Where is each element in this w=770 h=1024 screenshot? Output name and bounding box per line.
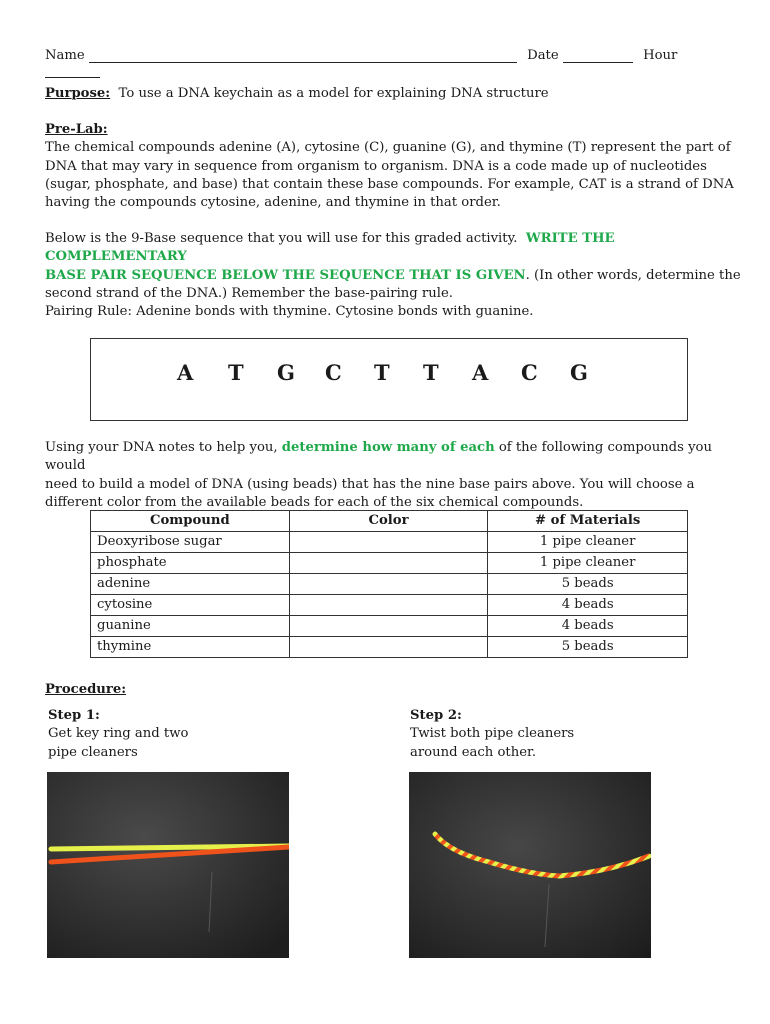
col-header-materials: # of Materials (488, 511, 688, 532)
purpose-text: To use a DNA keychain as a model for explaining DNA structure (118, 86, 549, 101)
materials-intro (45, 439, 745, 512)
sequence-box[interactable] (90, 338, 688, 421)
table-row (91, 553, 688, 574)
prelab-line: The chemical compounds adenine (A), cytosine (C), guanine (G), and thymine (T) represent the part of (45, 140, 731, 156)
name-field[interactable] (89, 48, 517, 63)
color-cell[interactable] (289, 553, 488, 574)
compound-cell: guanine (91, 616, 290, 637)
table-row (91, 595, 688, 616)
compound-cell: thymine (91, 637, 290, 658)
materials-cell: 4 beads (488, 616, 688, 637)
step-title: Step 2: (410, 708, 462, 723)
prelab-label: Pre-Lab: (45, 122, 108, 137)
instructions-plain: second strand of the DNA.) Remember the base-pairing rule. (45, 285, 453, 301)
materials-cell: 5 beads (488, 637, 688, 658)
materials-cell: 1 pipe cleaner (488, 532, 688, 553)
table-row (91, 637, 688, 658)
materials-intro-text: Using your DNA notes to help you, (45, 440, 278, 455)
instructions-highlight: BASE PAIR SEQUENCE BELOW THE SEQUENCE THAT IS GIVEN (45, 267, 526, 283)
table-row (91, 532, 688, 553)
materials-table (90, 510, 688, 658)
step-text: Get key ring and two (48, 726, 189, 742)
instructions (45, 230, 745, 303)
sequence-base: C (521, 360, 538, 385)
procedure-label: Procedure: (45, 682, 127, 697)
instructions-highlight: WRITE THE COMPLEMENTARY (45, 231, 615, 265)
col-header-compound: Compound (91, 511, 290, 532)
date-field[interactable] (563, 48, 633, 63)
step-text: around each other. (410, 744, 537, 760)
materials-intro-text: of the following compounds you would (45, 440, 712, 474)
table-row (91, 574, 688, 595)
sequence-base: G (570, 360, 588, 385)
materials-cell: 4 beads (488, 595, 688, 616)
color-cell[interactable] (289, 532, 488, 553)
sequence-base: T (423, 360, 439, 385)
compound-cell: adenine (91, 574, 290, 595)
prelab-line: having the compounds cytosine, adenine, and thymine in that order. (45, 195, 501, 211)
materials-intro-highlight: determine how many of each (281, 440, 495, 455)
pairing-rule: Pairing Rule: Adenine bonds with thymine. Cytosine bonds with guanine. (45, 304, 534, 319)
step-1-photo (47, 772, 289, 958)
hour-field[interactable] (45, 63, 100, 78)
color-cell[interactable] (289, 616, 488, 637)
compound-cell: Deoxyribose sugar (91, 532, 290, 553)
compound-cell: cytosine (91, 595, 290, 616)
color-cell[interactable] (289, 595, 488, 616)
step-title: Step 1: (48, 708, 100, 723)
materials-intro-text: need to build a model of DNA (using beads) that has the nine base pairs above. You will choose a (45, 476, 695, 492)
step-text: pipe cleaners (48, 744, 138, 760)
header-row (45, 48, 725, 78)
purpose-label: Purpose: (45, 86, 111, 101)
instructions-plain: Below is the 9-Base sequence that you will use for this graded activity. (45, 231, 518, 246)
prelab-line: (sugar, phosphate, and base) that contain these base compounds. For example, CAT is a strand of DNA (45, 176, 734, 192)
name-label: Name (45, 48, 85, 63)
color-cell[interactable] (289, 637, 488, 658)
step-2 (410, 707, 574, 762)
sequence-base: C (325, 360, 342, 385)
purpose (45, 85, 549, 103)
table-row (91, 616, 688, 637)
col-header-color: Color (289, 511, 488, 532)
prelab-line: DNA that may vary in sequence from organism to organism. DNA is a code made up of nucleotides (45, 158, 707, 174)
pipe-cleaners-twisted-image (409, 772, 651, 958)
prelab-section (45, 121, 735, 212)
sequence-base: A (177, 360, 194, 385)
hour-label: Hour (643, 48, 678, 63)
table-header-row (91, 511, 688, 532)
instructions-plain: . (In other words, determine the (525, 267, 741, 283)
step-1 (48, 707, 188, 762)
pipe-cleaners-separate-image (47, 772, 289, 958)
materials-cell: 1 pipe cleaner (488, 553, 688, 574)
step-text: Twist both pipe cleaners (410, 726, 575, 742)
date-label: Date (527, 48, 559, 63)
materials-cell: 5 beads (488, 574, 688, 595)
sequence-base: T (374, 360, 390, 385)
sequence-base: G (277, 360, 295, 385)
step-2-photo (409, 772, 651, 958)
sequence-base: T (228, 360, 244, 385)
sequence-base: A (472, 360, 489, 385)
compound-cell: phosphate (91, 553, 290, 574)
color-cell[interactable] (289, 574, 488, 595)
materials-intro-text: different color from the available beads for each of the six chemical compounds. (45, 494, 584, 510)
